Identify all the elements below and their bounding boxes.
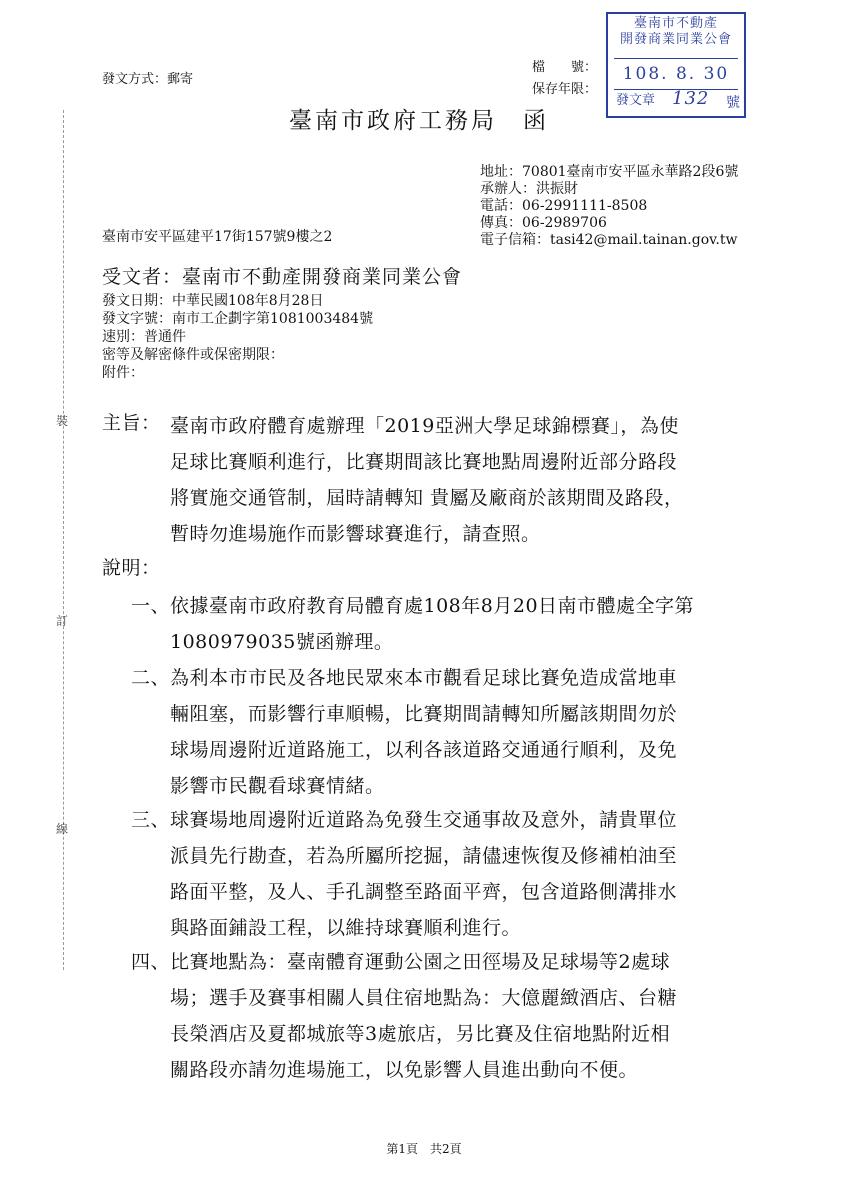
explanation-item-3 [100, 802, 677, 946]
item-line: 關路段亦請勿進場施工，以免影響人員進出動向不便。 [170, 1059, 639, 1081]
item-line: 比賽地點為：臺南體育運動公園之田徑場及足球場等2處球 [170, 951, 671, 973]
explanation-label: 說明： [102, 557, 161, 579]
subject-label: 主旨： [102, 412, 161, 434]
recipient-address: 臺南市安平區建平17街157號9樓之2 [102, 229, 333, 245]
binding-line [63, 110, 64, 970]
item-number: 二、 [130, 667, 170, 689]
item-line: 輛阻塞，而影響行車順暢，比賽期間請轉知所屬該期間勿於 [170, 703, 678, 725]
subject-text [170, 408, 684, 552]
subject-line: 暫時勿進場施作而影響球賽進行，請查照。 [170, 523, 541, 545]
binding-mark-zhuang: 裝 [56, 414, 69, 428]
item-line: 球場周邊附近道路施工，以利各該道路交通通行順利，及免 [170, 739, 678, 761]
explanation-item-4 [100, 944, 677, 1088]
item-line: 球賽場地周邊附近道路為免發生交通事故及意外，請貴單位 [170, 809, 678, 831]
explanation-item-2 [100, 660, 677, 804]
item-line: 路面平整，及人、手孔調整至路面平齊，包含道路側溝排水 [170, 881, 678, 903]
stamp-receipt-suffix: 號 [726, 95, 740, 111]
page-footer: 第1頁 共2頁 [386, 1142, 462, 1156]
sender-info [480, 164, 738, 249]
priority: 速別：普通件 [102, 329, 186, 345]
attachments: 附件： [102, 365, 144, 381]
sender-officer: 承辦人：洪振財 [480, 181, 578, 197]
stamp-org-line2: 開發商業同業公會 [619, 32, 732, 47]
binding-mark-ding: 訂 [56, 614, 69, 628]
stamp-receipt-number: 132 [672, 88, 710, 109]
item-line: 依據臺南市政府教育局體育處108年8月20日南市體處全字第 [170, 595, 695, 617]
document-title: 臺南市政府工務局 函 [289, 108, 549, 134]
explanation-item-1 [100, 588, 694, 660]
document-meta [102, 292, 373, 382]
receipt-stamp [606, 12, 746, 118]
item-line: 為利本市市民及各地民眾來本市觀看足球比賽免造成當地車 [170, 667, 678, 689]
security-level: 密等及解密條件或保密期限： [102, 347, 284, 363]
item-line: 派員先行勘查，若為所屬所挖掘，請儘速恢復及修補柏油至 [170, 845, 678, 867]
recipient: 受文者：臺南市不動產開發商業同業公會 [102, 266, 463, 288]
sender-email: 電子信箱：tasi42@mail.tainan.gov.tw [480, 232, 738, 248]
item-line: 與路面鋪設工程，以維持球賽順利進行。 [170, 917, 522, 939]
subject-line: 臺南市政府體育處辦理「2019亞洲大學足球錦標賽」，為使 [170, 415, 679, 437]
retention-label: 保存年限： [532, 82, 598, 97]
sender-fax: 傳真：06-2989706 [480, 215, 607, 231]
stamp-org-line1: 臺南市不動產 [633, 16, 718, 31]
item-line: 場；選手及賽事相關人員住宿地點為：大億麗緻酒店、台糖 [170, 987, 678, 1009]
item-line: 影響市民觀看球賽情緒。 [170, 775, 385, 797]
subject-line: 足球比賽順利進行，比賽期間該比賽地點周邊附近部分路段 [170, 451, 678, 473]
binding-mark-xian: 線 [56, 822, 69, 836]
item-number: 一、 [130, 595, 170, 617]
stamp-date: 108. 8. 30 [614, 58, 738, 90]
item-line: 長榮酒店及夏都城旅等3處旅店，另比賽及住宿地點附近相 [170, 1023, 671, 1045]
sender-phone: 電話：06-2991111-8508 [480, 198, 648, 214]
item-number: 四、 [130, 951, 170, 973]
file-number-label: 檔 號： [532, 60, 598, 75]
stamp-receipt-label: 發文章 [616, 93, 656, 108]
sender-address: 地址：70801臺南市安平區永華路2段6號 [480, 164, 739, 180]
item-number: 三、 [130, 809, 170, 831]
document-number: 發文字號：南市工企劃字第1081003484號 [102, 311, 374, 327]
send-method: 發文方式：郵寄 [102, 72, 194, 87]
subject-line: 將實施交通管制，屆時請轉知 貴屬及廠商於該期間及路段， [170, 487, 684, 509]
issue-date: 發文日期：中華民國108年8月28日 [102, 293, 324, 309]
item-line: 1080979035號函辦理。 [170, 631, 394, 653]
